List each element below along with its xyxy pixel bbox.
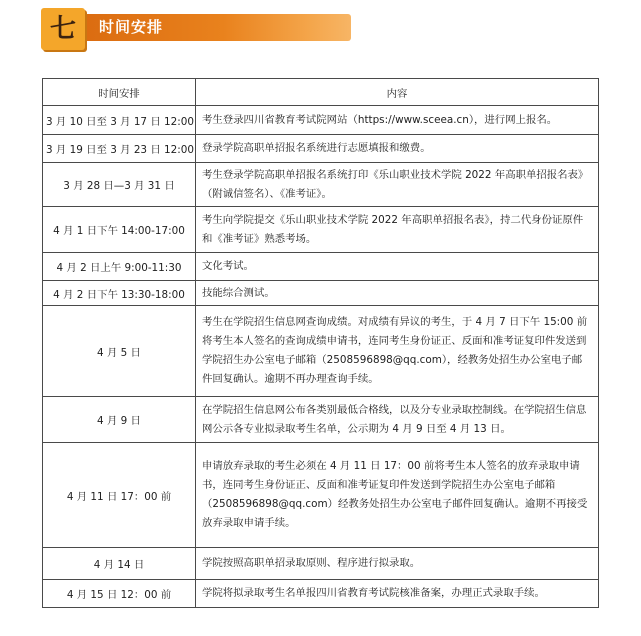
table-header-row: [43, 79, 599, 106]
row-content: 学院按照高职单招录取原则、程序进行拟录取。: [196, 548, 599, 580]
row-time: 4 月 11 日 17：00 前: [43, 443, 196, 548]
section-title: 时间安排: [99, 18, 164, 36]
column-header-time: 时间安排: [43, 79, 196, 106]
row-time: 4 月 2 日上午 9:00-11:30: [43, 253, 196, 281]
row-content: 文化考试。: [196, 253, 599, 281]
row-content: 学院将拟录取考生名单报四川省教育考试院核准备案，办理正式录取手续。: [196, 580, 599, 608]
row-content: 考生登录学院高职单招报名系统打印《乐山职业技术学院 2022 年高职单招报名表》（附诚信签名）、《准考证》。: [196, 163, 599, 207]
section-number: 七: [49, 14, 76, 44]
table-row: [43, 281, 599, 306]
row-content: 技能综合测试。: [196, 281, 599, 306]
row-time: 4 月 15 日 12：00 前: [43, 580, 196, 608]
table-row: [43, 163, 599, 207]
row-content: 在学院招生信息网公布各类别最低合格线，以及分专业录取控制线。在学院招生信息网公示各专业拟录取考生名单，公示期为 4 月 9 日至 4 月 13 日。: [196, 397, 599, 443]
column-header-content: 内容: [196, 79, 599, 106]
table-row: [43, 443, 599, 548]
row-time: 3 月 28 日—3 月 31 日: [43, 163, 196, 207]
row-time: 3 月 10 日至 3 月 17 日 12:00: [43, 106, 196, 135]
section-header: [41, 8, 351, 52]
row-content: 申请放弃录取的考生必须在 4 月 11 日 17：00 前将考生本人签名的放弃录取申请书，连同考生身份证正、反面和准考证复印件发送到学院招生办公室电子邮箱（2508596898@qq.com）经教务处招生办公室电子邮件回复确认。逾期不再接受放弃录取申请手续。: [196, 443, 599, 548]
row-content: 登录学院高职单招报名系统进行志愿填报和缴费。: [196, 135, 599, 163]
row-content: 考生向学院提交《乐山职业技术学院 2022 年高职单招报名表》，持二代身份证原件和《准考证》熟悉考场。: [196, 207, 599, 253]
row-time: 4 月 2 日下午 13:30-18:00: [43, 281, 196, 306]
table-row: [43, 135, 599, 163]
row-content: 考生在学院招生信息网查询成绩。对成绩有异议的考生，于 4 月 7 日下午 15:00 前将考生本人签名的查询成绩申请书，连同考生身份证正、反面和准考证复印件发送到学院招生办公室电子邮箱（2508596898@qq.com），经教务处招生办公室电子邮件回复确认。逾期不再办理查询手续。: [196, 306, 599, 397]
table-row: [43, 397, 599, 443]
row-content: 考生登录四川省教育考试院网站（https://www.sceea.cn），进行网上报名。: [196, 106, 599, 135]
table-row: [43, 106, 599, 135]
table-row: [43, 253, 599, 281]
table-row: [43, 306, 599, 397]
table-row: [43, 548, 599, 580]
row-time: 4 月 14 日: [43, 548, 196, 580]
table-row: [43, 580, 599, 608]
row-time: 4 月 1 日下午 14:00-17:00: [43, 207, 196, 253]
table-row: [43, 207, 599, 253]
row-time: 4 月 5 日: [43, 306, 196, 397]
schedule-table: [42, 78, 599, 608]
row-time: 4 月 9 日: [43, 397, 196, 443]
row-time: 3 月 19 日至 3 月 23 日 12:00: [43, 135, 196, 163]
